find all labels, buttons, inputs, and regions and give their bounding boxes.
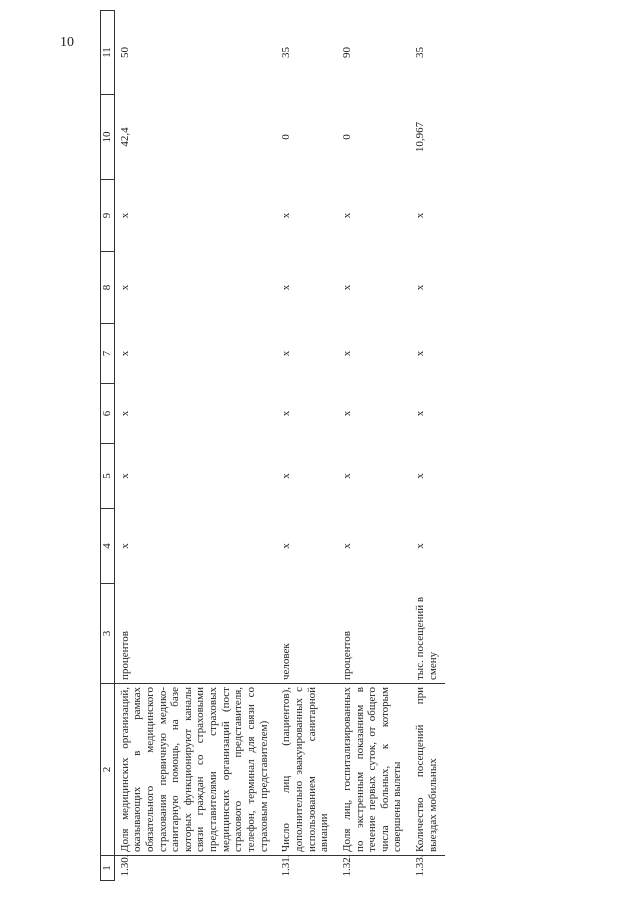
cell-6: x — [340, 410, 353, 417]
cell-11: 50 — [118, 47, 131, 58]
cell-4: x — [414, 543, 427, 549]
indicator-name: Доля лиц, госпитализированных по экстренным показаниям в течение первых суток, от общего числа больных, к которым совершены вылеты — [337, 684, 410, 856]
unit: тыс. посещений в смену — [410, 584, 445, 684]
cell-4: x — [280, 543, 293, 549]
cell-10: 42,4 — [118, 127, 131, 147]
cell-8: x — [280, 284, 293, 291]
indicator-name: Доля медицинских организаций, оказывающих в рамках обязательного медицинского страхования первичную медико-санитарную помощь, на базе которых функционируют каналы связи граждан со страховыми представителями страховых медицинских организаций (пост страхового представителя, телефон, терминал для связи со страховым представителем) — [114, 684, 276, 856]
cell-10: 0 — [340, 134, 353, 140]
row-number: 1.31. — [280, 854, 293, 877]
rotated-table-sheet — [100, 11, 600, 881]
indicators-table — [100, 10, 445, 881]
column-number: 10 — [101, 95, 115, 180]
cell-5: x — [414, 473, 427, 479]
cell-8: x — [118, 284, 131, 291]
column-number: 7 — [101, 324, 115, 384]
unit: процентов — [337, 584, 410, 684]
table-row — [276, 11, 337, 881]
row-number: 1.32. — [340, 854, 353, 877]
cell-5: x — [280, 473, 293, 479]
indicator-name: Количество посещений при выездах мобильных — [410, 684, 445, 856]
column-number: 8 — [101, 252, 115, 324]
cell-6: x — [118, 410, 131, 417]
column-number: 11 — [101, 11, 115, 95]
column-number: 2 — [101, 684, 115, 856]
cell-8: x — [340, 284, 353, 291]
indicator-name: Число лиц (пациентов), дополнительно эвакуированных с использованием санитарной авиации — [276, 684, 337, 856]
cell-7: x — [340, 350, 353, 357]
cell-9: x — [340, 212, 353, 219]
cell-7: x — [280, 350, 293, 357]
column-number: 6 — [101, 384, 115, 444]
cell-11: 35 — [414, 47, 427, 58]
column-number: 4 — [101, 509, 115, 584]
cell-9: x — [118, 212, 131, 219]
cell-7: x — [118, 350, 131, 357]
row-number: 1.33. — [414, 854, 427, 877]
cell-6: x — [414, 410, 427, 417]
cell-9: x — [414, 212, 427, 219]
unit: процентов — [114, 584, 276, 684]
table-row — [410, 11, 445, 881]
cell-8: x — [414, 284, 427, 291]
cell-6: x — [280, 410, 293, 417]
cell-4: x — [118, 543, 131, 549]
column-number: 1 — [101, 856, 115, 881]
column-number: 5 — [101, 444, 115, 509]
cell-9: x — [280, 212, 293, 219]
page-number: 10 — [60, 35, 74, 50]
cell-5: x — [118, 473, 131, 479]
cell-10: 0 — [280, 134, 293, 140]
cell-11: 35 — [280, 47, 293, 58]
row-number: 1.30. — [118, 854, 131, 877]
cell-11: 90 — [340, 47, 353, 58]
cell-5: x — [340, 473, 353, 479]
cell-4: x — [340, 543, 353, 549]
cell-7: x — [414, 350, 427, 357]
column-number: 3 — [101, 584, 115, 684]
unit: человек — [276, 584, 337, 684]
column-number: 9 — [101, 180, 115, 252]
column-numbers-row — [101, 11, 115, 881]
table-row — [114, 11, 276, 881]
table-row — [337, 11, 410, 881]
cell-10: 10,967 — [414, 121, 427, 153]
